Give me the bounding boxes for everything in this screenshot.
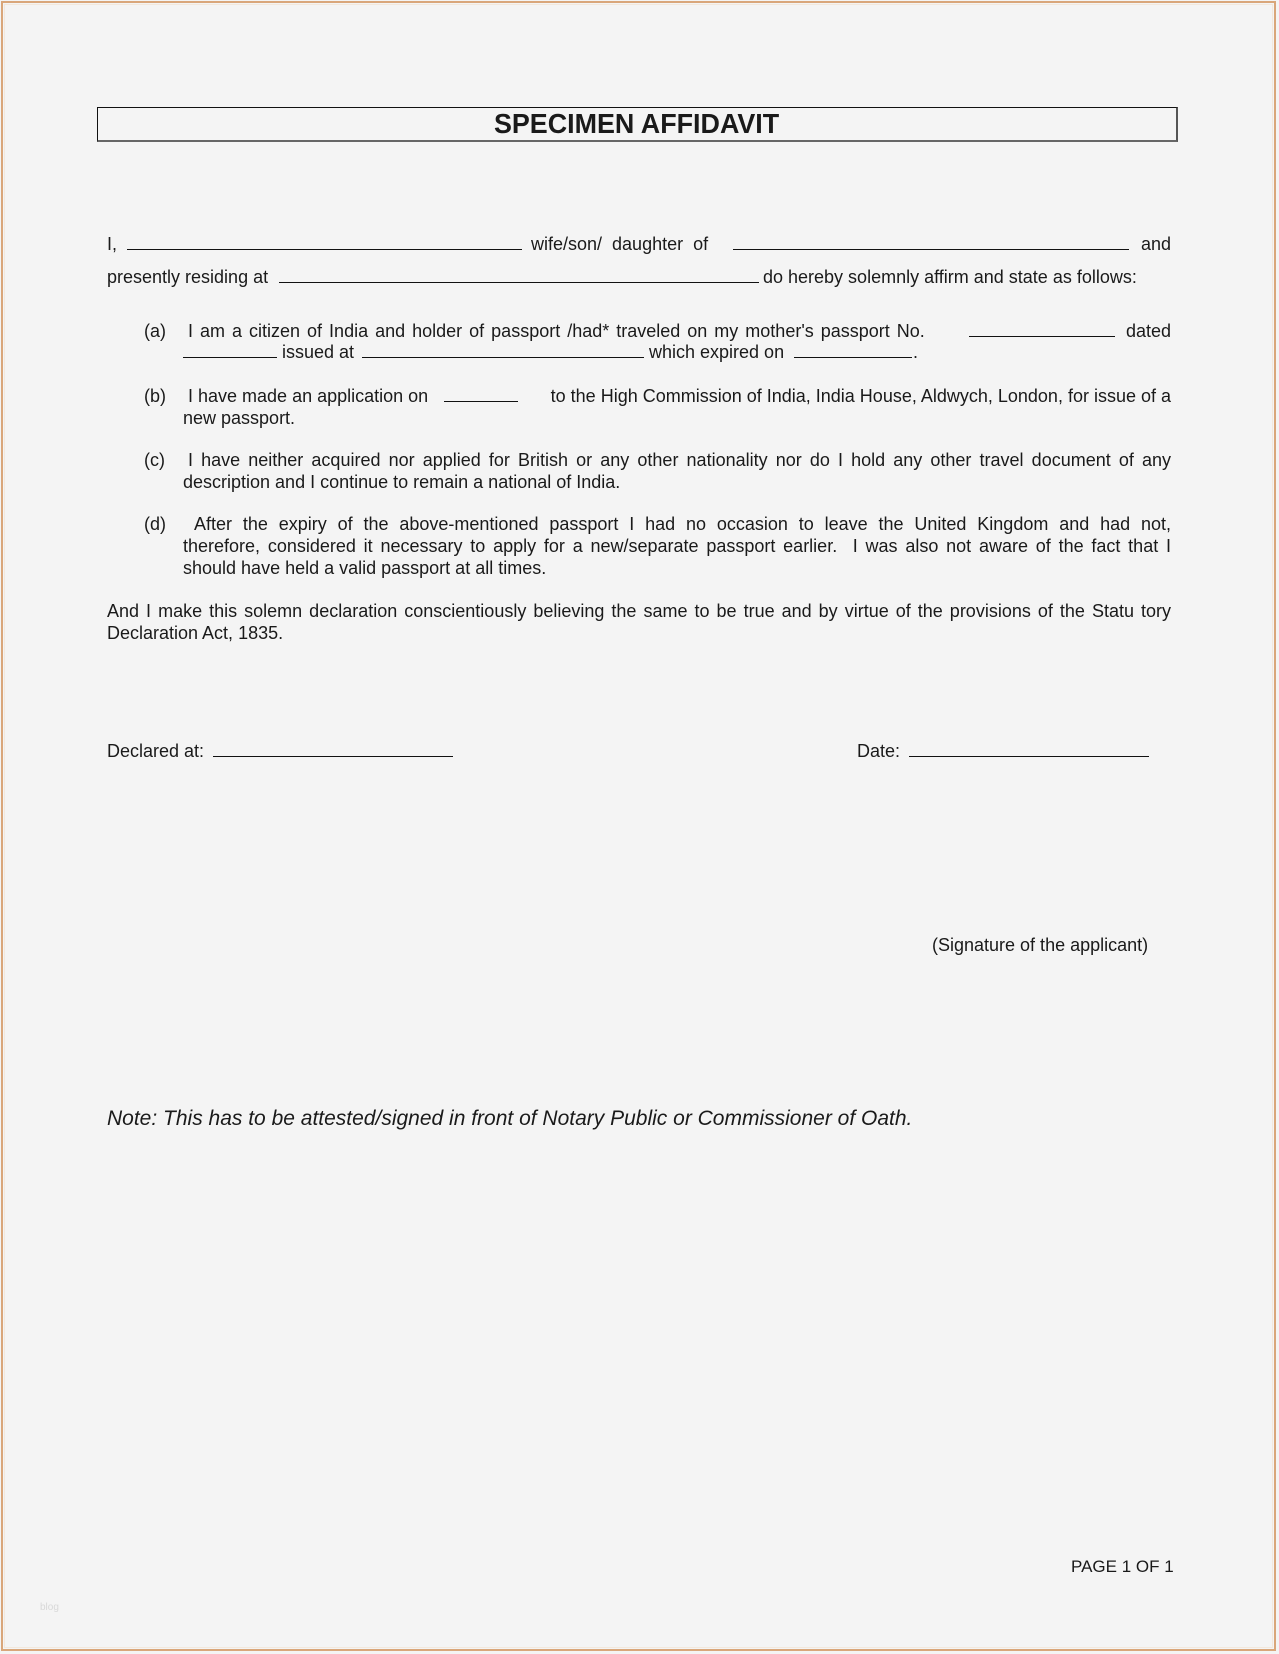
page-number-row	[1071, 1556, 1174, 1578]
address-field[interactable]	[279, 266, 759, 283]
clause-b-label: (b)	[144, 386, 166, 406]
clause-a-label: (a)	[144, 321, 166, 341]
intro-prefix: I,	[107, 234, 118, 254]
clause-c-text: I have neither acquired nor applied for British or any other nationality nor do I hold any other travel document of any	[188, 450, 1171, 470]
clause-b-text-a: I have made an application on	[188, 386, 429, 406]
date-field[interactable]	[909, 740, 1149, 757]
clause-b-text-b: to the High Commission of India, India House, Aldwych, London, for issue of a	[550, 386, 1171, 406]
clause-c-label: (c)	[144, 450, 165, 470]
clause-d-line-3	[183, 557, 546, 579]
clause-d-label: (d)	[144, 514, 166, 534]
clause-d-line-2	[183, 535, 1171, 557]
expiry-date-field[interactable]	[794, 341, 912, 358]
clause-a-period: .	[913, 342, 919, 362]
issued-at-label: issued at	[282, 342, 355, 362]
name-field[interactable]	[127, 233, 522, 250]
passport-date-field[interactable]	[183, 341, 277, 358]
signature-label: (Signature of the applicant)	[932, 935, 1149, 955]
date-row	[857, 740, 1149, 762]
clause-a-text: I am a citizen of India and holder of passport /had* traveled on my mother's passport No.	[188, 321, 925, 341]
clause-d-text-3: should have held a valid passport at all times.	[183, 558, 547, 578]
relation-label: wife/son/ daughter of	[531, 234, 709, 254]
affirm-label: do hereby solemnly affirm and state as follows:	[763, 267, 1137, 287]
clause-d-text: After the expiry of the above-mentioned passport I had no occasion to leave the United Kingdom and had not,	[194, 514, 1171, 534]
signature-row	[932, 934, 1148, 956]
application-date-field[interactable]	[444, 385, 518, 402]
parent-name-field[interactable]	[733, 233, 1129, 250]
issued-at-field[interactable]	[362, 341, 644, 358]
clause-c-text-2: description and I continue to remain a national of India.	[183, 472, 621, 492]
watermark: blog	[40, 1602, 59, 1613]
declaration-text-2: Declaration Act, 1835.	[107, 623, 284, 643]
declaration-text: And I make this solemn declaration conscientiously believing the same to be true and by virtue of the provisions of the Statu tory	[107, 601, 1171, 621]
expired-on-label: which expired on	[649, 342, 785, 362]
dated-label: dated	[1125, 321, 1171, 341]
page-title: SPECIMEN AFFIDAVIT	[494, 108, 780, 139]
date-label: Date:	[857, 741, 901, 761]
declared-at-label: Declared at:	[107, 741, 205, 761]
clause-c-line-2	[183, 471, 620, 493]
passport-number-field[interactable]	[969, 320, 1115, 337]
clause-b-line-2	[183, 407, 295, 429]
declared-at-field[interactable]	[213, 740, 453, 757]
page-number: PAGE 1 OF 1	[1071, 1557, 1174, 1576]
note-row	[107, 1108, 912, 1130]
title-box	[97, 107, 1178, 142]
declaration-line-2	[107, 622, 283, 644]
clause-b-text-c: new passport.	[183, 408, 296, 428]
declared-at-row	[107, 740, 453, 762]
residing-label: presently residing at	[107, 267, 269, 287]
declaration-line-1	[107, 600, 1171, 622]
attestation-note: Note: This has to be attested/signed in front of Notary Public or Commissioner of Oath.	[107, 1107, 913, 1130]
clause-d-text-2: therefore, considered it necessary to apply for a new/separate passport earlier. I was also not aware of the fact that I	[183, 536, 1171, 556]
intro-and: and	[1140, 234, 1171, 254]
